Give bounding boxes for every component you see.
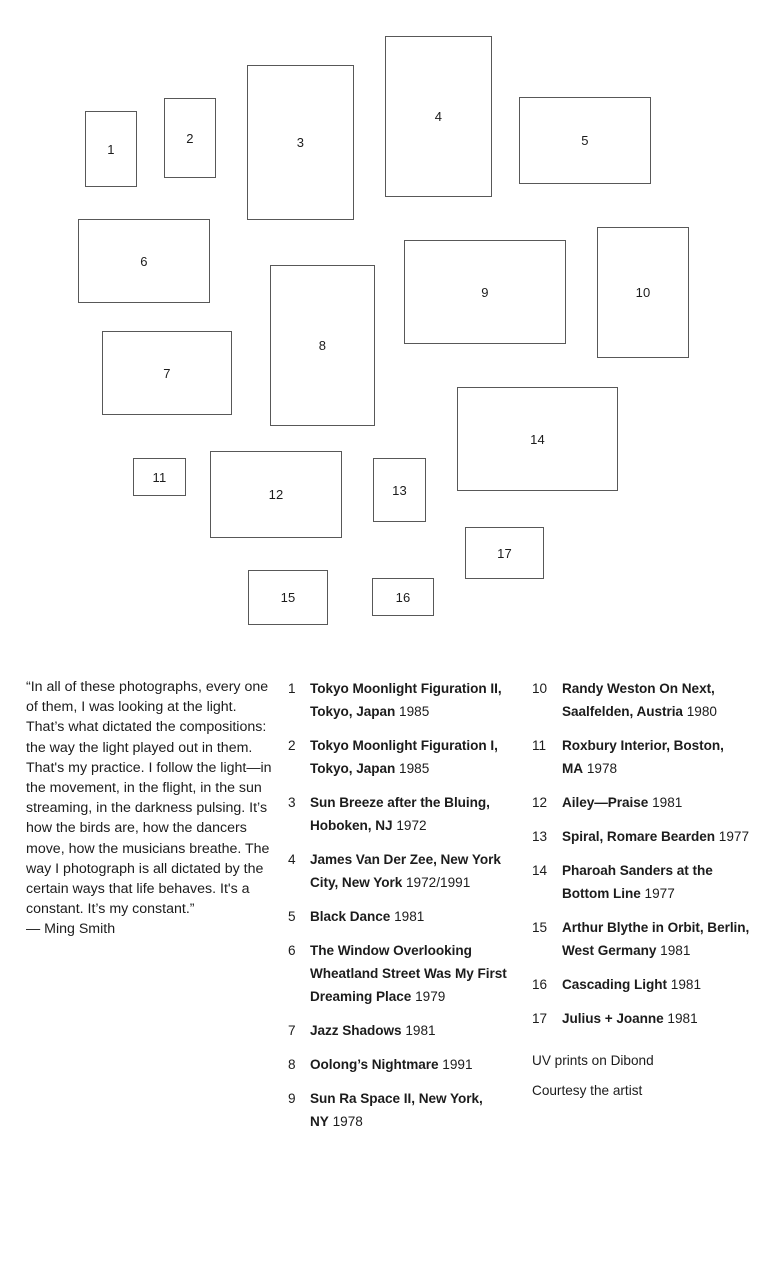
- caption-body: [310, 791, 508, 837]
- artwork-frame-label: 8: [318, 338, 327, 353]
- caption-title: Roxbury Interior, Boston, MA: [562, 738, 724, 776]
- artwork-frame-7: [102, 331, 232, 415]
- caption-year: 1978: [328, 1114, 363, 1129]
- caption-title: Sun Breeze after the Bluing, Hoboken, NJ: [310, 795, 490, 833]
- caption-title: Pharoah Sanders at the Bottom Line: [562, 863, 713, 901]
- caption-list-two: [532, 677, 752, 1030]
- artwork-frame-label: 11: [152, 469, 167, 485]
- artwork-frame-label: 10: [635, 285, 651, 300]
- caption-item-7: [288, 1019, 508, 1042]
- caption-year: 1981: [667, 977, 702, 992]
- caption-title: The Window Overlooking Wheatland Street Was My First Dreaming Place: [310, 943, 507, 1004]
- caption-title: Spiral, Romare Bearden: [562, 829, 716, 844]
- caption-title: Black Dance: [310, 909, 391, 924]
- caption-item-12: [532, 791, 752, 814]
- artist-quote-block: [26, 677, 276, 940]
- caption-body: [562, 791, 752, 814]
- artist-quote-text: “In all of these photographs, every one of them, I was looking at the light. That’s what dictated the compositions: the way the light played out in them. That's my practice. I follow the light—in the movement, in the flight, in the sun streaming, in the darkness pulsing. It’s how the birds are, how the dancers move, how the musicians breathe. The way I photograph is all dictated by the certain ways that life behaves. It's a constant. It’s my constant.”: [26, 679, 276, 918]
- caption-number: 5: [288, 909, 296, 924]
- caption-body: [562, 973, 752, 996]
- caption-title: Ailey—Praise: [562, 795, 649, 810]
- caption-number: 2: [288, 738, 296, 753]
- artwork-frame-label: 16: [395, 589, 411, 605]
- caption-body: [562, 734, 752, 780]
- caption-number: 1: [288, 681, 296, 696]
- caption-item-17: [532, 1007, 752, 1030]
- caption-body: [562, 1007, 752, 1030]
- caption-title: Arthur Blythe in Orbit, Berlin, West Germany: [562, 920, 750, 958]
- caption-body: [562, 825, 752, 848]
- artwork-frame-2: [164, 98, 216, 178]
- artwork-frame-label: 4: [434, 109, 443, 124]
- caption-item-9: [288, 1087, 508, 1133]
- caption-year: 1985: [395, 761, 430, 776]
- caption-year: 1972: [392, 818, 427, 833]
- caption-number: 7: [288, 1023, 296, 1038]
- caption-year: 1981: [401, 1023, 436, 1038]
- artwork-frame-label: 17: [497, 545, 512, 561]
- caption-title: Tokyo Moonlight Figuration I, Tokyo, Japan: [310, 738, 498, 776]
- caption-year: 1985: [395, 704, 430, 719]
- caption-year: 1978: [583, 761, 618, 776]
- artwork-frame-9: [404, 240, 566, 344]
- caption-body: [310, 848, 508, 894]
- artwork-frame-1: [85, 111, 137, 187]
- artwork-frame-5: [519, 97, 651, 184]
- artwork-frame-label: 13: [392, 482, 407, 498]
- artwork-frame-label: 15: [280, 590, 296, 605]
- caption-item-16: [532, 973, 752, 996]
- caption-body: [310, 939, 508, 1008]
- artwork-frame-label: 9: [481, 284, 489, 300]
- caption-year: 1981: [663, 1011, 698, 1026]
- caption-column-one: [288, 677, 508, 1144]
- caption-number: 11: [532, 738, 547, 753]
- legend-section: [0, 650, 768, 1264]
- caption-item-14: [532, 859, 752, 905]
- artwork-frame-label: 5: [581, 133, 589, 148]
- caption-number: 4: [288, 852, 296, 867]
- caption-title: Jazz Shadows: [310, 1023, 402, 1038]
- caption-number: 3: [288, 795, 296, 810]
- medium-note: UV prints on Dibond: [532, 1053, 654, 1068]
- caption-year: 1981: [656, 943, 691, 958]
- caption-body: [310, 734, 508, 780]
- caption-item-10: [532, 677, 752, 723]
- artwork-frame-17: [465, 527, 544, 579]
- caption-body: [562, 859, 752, 905]
- artwork-frame-10: [597, 227, 689, 358]
- caption-item-2: [288, 734, 508, 780]
- credit-note: Courtesy the artist: [532, 1083, 643, 1098]
- artwork-frame-4: [385, 36, 492, 197]
- caption-number: 12: [532, 795, 548, 810]
- artwork-frame-label: 2: [186, 130, 194, 146]
- caption-body: [310, 905, 508, 928]
- artwork-frame-label: 7: [163, 365, 171, 381]
- caption-number: 8: [288, 1057, 296, 1072]
- artwork-frame-15: [248, 570, 328, 625]
- caption-year: 1981: [390, 909, 425, 924]
- caption-body: [310, 1019, 508, 1042]
- artwork-frame-16: [372, 578, 434, 616]
- caption-item-8: [288, 1053, 508, 1076]
- caption-year: 1977: [715, 829, 750, 844]
- caption-title: Cascading Light: [562, 977, 667, 992]
- caption-item-5: [288, 905, 508, 928]
- artwork-frame-label: 12: [268, 487, 284, 502]
- caption-body: [562, 677, 752, 723]
- artwork-frame-3: [247, 65, 354, 220]
- artwork-frame-label: 6: [140, 253, 148, 269]
- artwork-frame-11: [133, 458, 186, 496]
- caption-number: 16: [532, 977, 548, 992]
- caption-number: 15: [532, 920, 548, 935]
- caption-item-6: [288, 939, 508, 1008]
- artwork-frame-14: [457, 387, 618, 491]
- caption-item-4: [288, 848, 508, 894]
- caption-number: 9: [288, 1091, 296, 1106]
- caption-year: 1981: [648, 795, 683, 810]
- caption-title: Sun Ra Space II, New York, NY: [310, 1091, 483, 1129]
- artwork-frame-label: 1: [107, 141, 115, 157]
- caption-year: 1977: [640, 886, 675, 901]
- caption-item-1: [288, 677, 508, 723]
- caption-title: Julius + Joanne: [562, 1011, 664, 1026]
- caption-year: 1980: [682, 704, 717, 719]
- caption-item-15: [532, 916, 752, 962]
- caption-column-two: [532, 677, 752, 1102]
- caption-title: James Van Der Zee, New York City, New York: [310, 852, 501, 890]
- caption-year: 1979: [411, 989, 446, 1004]
- artwork-frame-13: [373, 458, 426, 522]
- caption-title: Randy Weston On Next, Saalfelden, Austria: [562, 681, 715, 719]
- caption-number: 10: [532, 681, 548, 696]
- caption-item-11: [532, 734, 752, 780]
- caption-body: [310, 1087, 508, 1133]
- caption-body: [310, 1053, 508, 1076]
- caption-body: [562, 916, 752, 962]
- caption-number: 17: [532, 1011, 548, 1026]
- caption-number: 14: [532, 863, 548, 878]
- caption-item-13: [532, 825, 752, 848]
- artwork-frame-label: 14: [530, 431, 545, 447]
- caption-number: 13: [532, 829, 548, 844]
- caption-body: [310, 677, 508, 723]
- caption-title: Oolong’s Nightmare: [310, 1057, 439, 1072]
- artwork-frame-label: 3: [296, 135, 305, 150]
- artwork-frame-12: [210, 451, 342, 538]
- artist-quote-attribution: — Ming Smith: [26, 921, 116, 938]
- caption-year: 1972/1991: [402, 875, 471, 890]
- caption-year: 1991: [438, 1057, 473, 1072]
- caption-title: Tokyo Moonlight Figuration II, Tokyo, Japan: [310, 681, 502, 719]
- caption-number: 6: [288, 943, 296, 958]
- artwork-frame-6: [78, 219, 210, 303]
- caption-item-3: [288, 791, 508, 837]
- artwork-frame-8: [270, 265, 375, 426]
